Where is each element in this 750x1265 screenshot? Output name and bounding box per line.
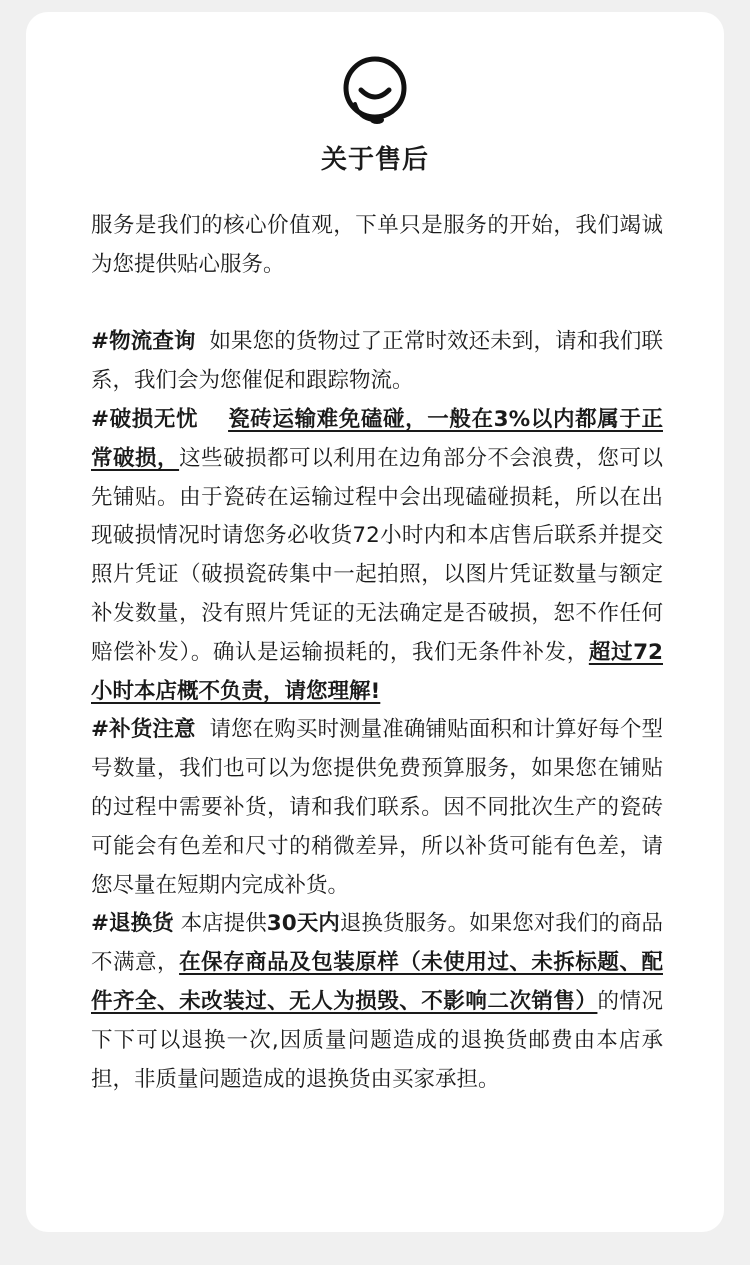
logistics-text: 如果您的货物过了正常时效还未到，请和我们联系，我们会为您催促和跟踪物流。 — [91, 329, 664, 394]
returns-text-1: 本店提供 — [180, 911, 267, 937]
damage-highlight-2: 超过72小时本店概不负责，请您理解! — [91, 639, 663, 704]
returns-conditions: 在保存商品及包装原样（未使用过、未拆标题、配件齐全、未改装过、无人为损毁、不影响二次销售） — [91, 950, 663, 1014]
restock-text: 请您在购买时测量准确铺贴面积和计算好每个型号数量，我们也可以为您提供免费预算服务，如果您在铺贴的过程中需要补货，请和我们联系。因不同批次生产的瓷砖可能会有色差和尺寸的稍微差异，所以补货可能有色差，请您尽量在短期内完成补货。 — [91, 717, 664, 898]
returns-tag: #退换货 — [91, 911, 174, 937]
damage-tag: #破损无忧 — [91, 406, 199, 432]
intro-paragraph: 服务是我们的核心价值观，下单只是服务的开始，我们竭诚为您提供贴心服务。 — [91, 213, 663, 277]
restock-section — [91, 711, 663, 905]
customer-service-headset-icon — [335, 52, 415, 132]
returns-period: 30天内 — [266, 911, 340, 937]
logistics-section — [91, 323, 663, 401]
restock-tag: #补货注意 — [91, 717, 196, 743]
returns-text-3: 的情况下下可以退换一次,因质量问题造成的退换货邮费由本店承担，非质量问题造成的退换货由买家承担。 — [91, 988, 663, 1092]
logistics-tag: #物流查询 — [91, 329, 196, 355]
page-title: 关于售后 — [320, 145, 429, 175]
damage-section — [91, 401, 663, 711]
after-sales-content — [91, 207, 663, 1099]
damage-text: 这些破损都可以利用在边角部分不会浪费，您可以先铺贴。由于瓷砖在运输过程中会出现磕碰损耗，所以在出现破损情况时请您务必收货72小时内和本店售后联系并提交照片凭证（破损瓷砖集中一起拍照，以图片凭证数量与额定补发数量，没有照片凭证的无法确定是否破损，恕不作任何赔偿补发）。确认是运输损耗的，我们无条件补发， — [91, 445, 663, 665]
icon-container — [26, 52, 724, 132]
damage-highlight-1: 瓷砖运输难免磕碰，一般在3%以内都属于正常破损， — [91, 406, 663, 471]
returns-text-2: 退换货服务。如果您对我们的商品不满意， — [91, 911, 663, 976]
after-sales-card — [26, 12, 724, 1232]
returns-section — [91, 905, 663, 1099]
